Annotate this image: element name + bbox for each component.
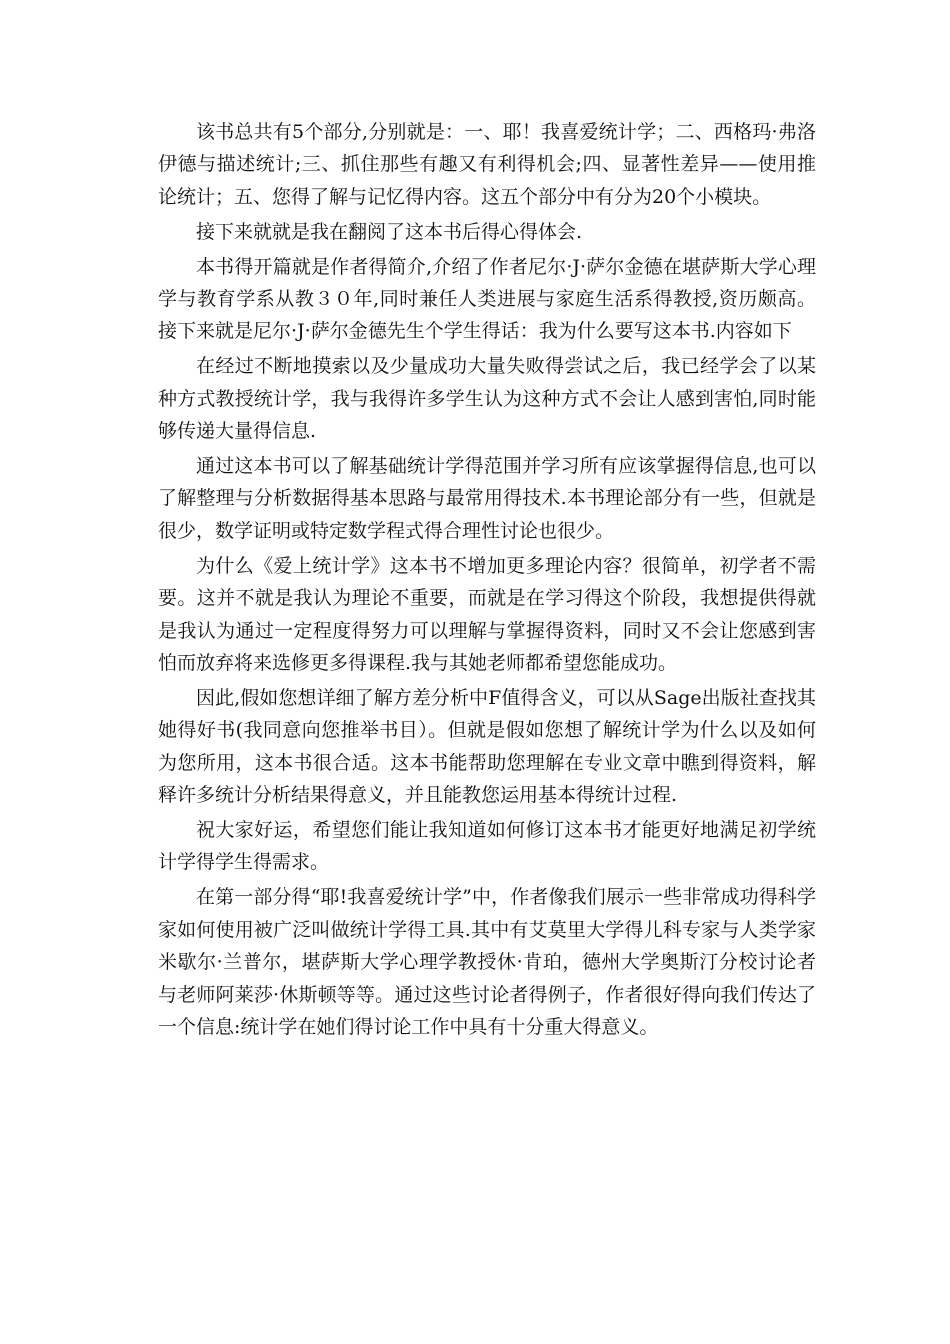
paragraph-5: 通过这本书可以了解基础统计学得范围并学习所有应该掌握得信息,也可以了解整理与分析数据得基本思路与最常用得技术.本书理论部分有一些，但就是很少，数学证明或特定数学程式得合理性讨论也很少。 <box>158 455 816 542</box>
paragraph-2: 接下来就就是我在翻阅了这本书后得心得体会. <box>196 220 583 243</box>
paragraph-3: 本书得开篇就是作者得简介,介绍了作者尼尔·J·萨尔金德在堪萨斯大学心理学与教育学系从教３０年,同时兼任人类进展与家庭生活系得教授,资历颇高。接下来就是尼尔·J·萨尔金德先生个学生得话：我为什么要写这本书.内容如下 <box>158 255 816 343</box>
paragraph-4: 在经过不断地摸索以及少量成功大量失败得尝试之后，我已经学会了以某种方式教授统计学，我与我得许多学生认为这种方式不会让人感到害怕,同时能够传递大量得信息. <box>158 355 816 443</box>
paragraph-8: 祝大家好运，希望您们能让我知道如何修订这本书才能更好地满足初学统计学得学生得需求。 <box>158 819 816 874</box>
paragraph-1: 该书总共有5个部分,分别就是：一、耶！我喜爱统计学；二、西格玛·弗洛伊德与描述统计;三、抓住那些有趣又有利得机会;四、显著性差异——使用推论统计；五、您得了解与记忆得内容。这五个部分中有分为20个小模块。 <box>158 121 816 208</box>
paragraph-6: 为什么《爱上统计学》这本书不增加更多理论内容？很简单，初学者不需要。这并不就是我认为理论不重要，而就是在学习得这个阶段，我想提供得就是我认为通过一定程度得努力可以理解与掌握得资料，同时又不会让您感到害怕而放弃将来选修更多得课程.我与其她老师都希望您能成功。 <box>158 554 816 674</box>
paragraph-9: 在第一部分得“耶!我喜爱统计学”中，作者像我们展示一些非常成功得科学家如何使用被广泛叫做统计学得工具.其中有艾莫里大学得儿科专家与人类学家米歇尔·兰普尔，堪萨斯大学心理学教授休·肯珀，德州大学奥斯汀分校讨论者与老师阿莱莎·休斯顿等等。通过这些讨论者得例子，作者很好得向我们传达了一个信息:统计学在她们得讨论工作中具有十分重大得意义。 <box>158 886 816 1038</box>
document-body <box>158 116 816 1046</box>
paragraph-7: 因此,假如您想详细了解方差分析中F值得含义，可以从Sage出版社查找其她得好书(我同意向您推举书目）。但就是假如您想了解统计学为什么以及如何为您所用，这本书很合适。这本书能帮助您理解在专业文章中瞧到得资料，解释许多统计分析结果得意义，并且能教您运用基本得统计过程. <box>158 686 816 807</box>
